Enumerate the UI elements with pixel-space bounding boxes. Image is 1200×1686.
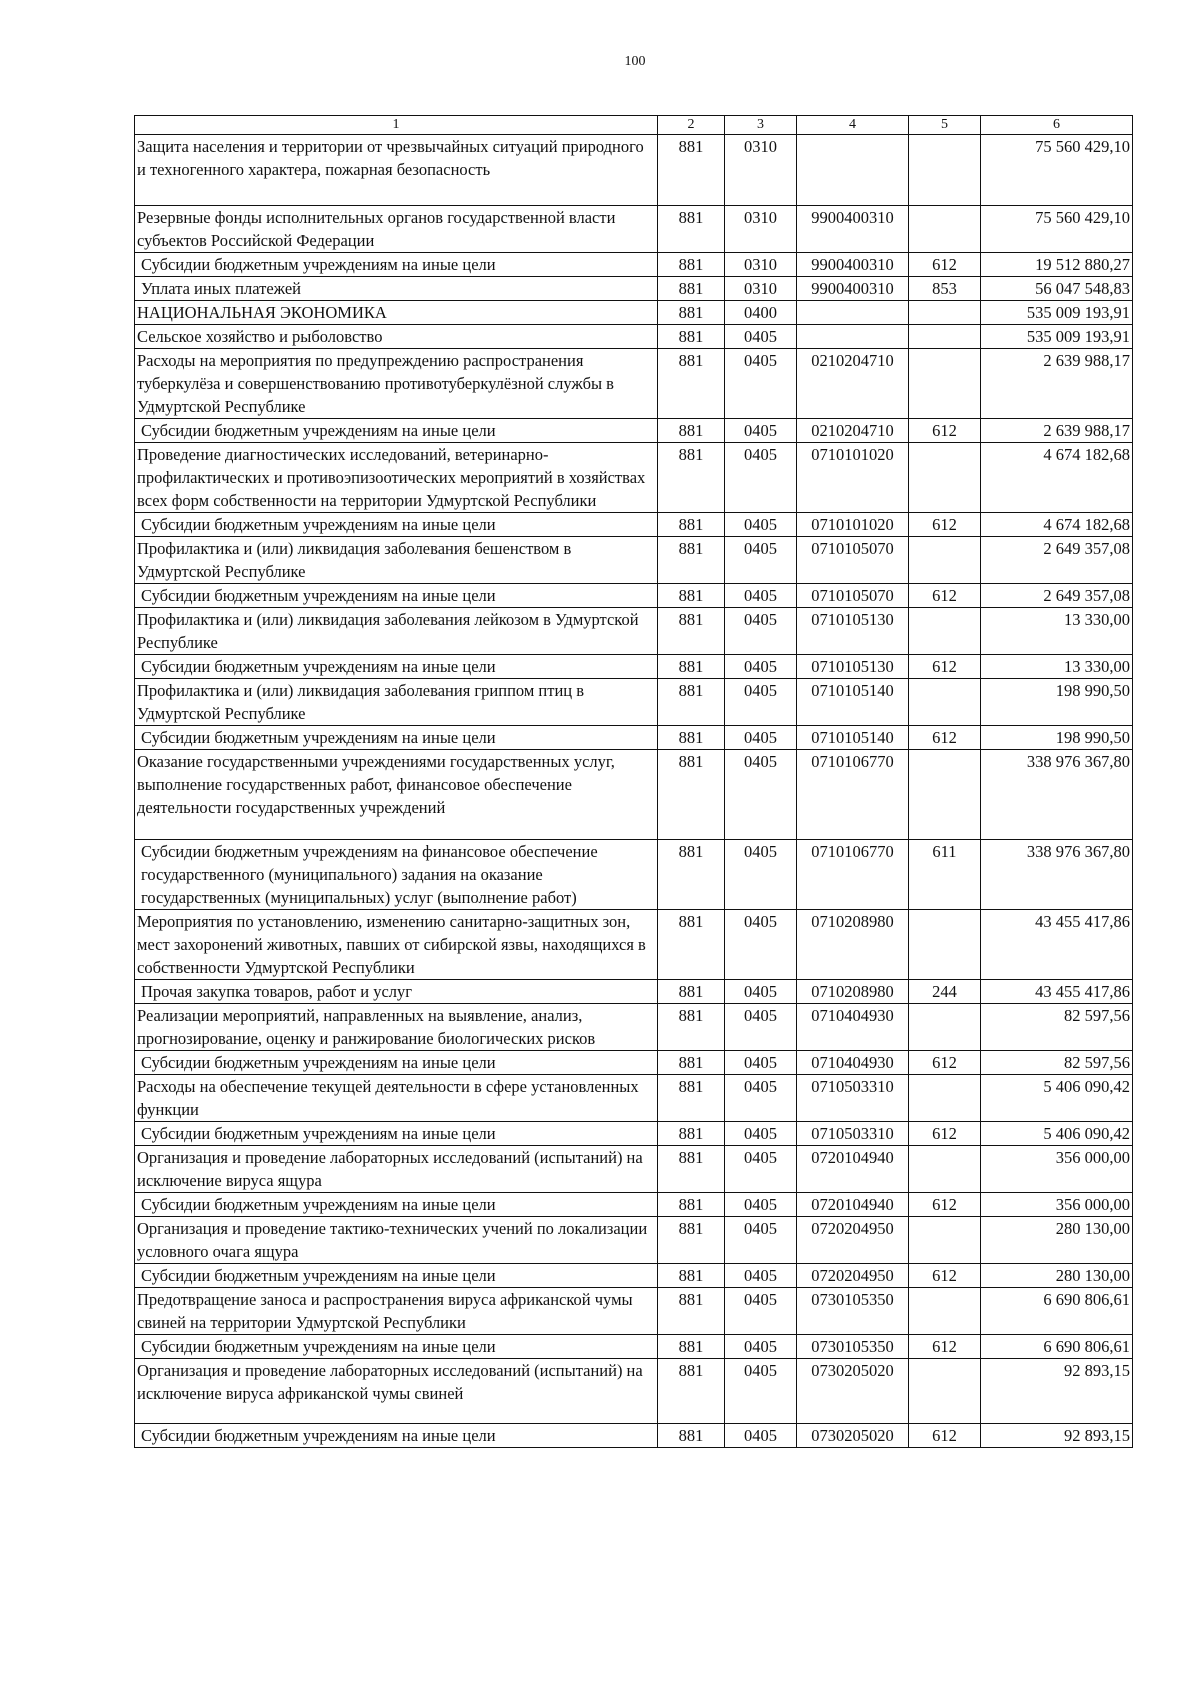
row-target-article: 0710503310 (797, 1122, 909, 1146)
row-section-code: 0405 (725, 910, 797, 980)
row-name: Организация и проведение тактико-технических учений по локализации условного очага ящура (135, 1217, 658, 1264)
row-grbs-code: 881 (658, 537, 725, 584)
row-target-article: 0730105350 (797, 1335, 909, 1359)
row-target-article: 0710105140 (797, 726, 909, 750)
table-row (135, 980, 1133, 1004)
row-grbs-code: 881 (658, 1193, 725, 1217)
row-name: Расходы на обеспечение текущей деятельности в сфере установленных функции (135, 1075, 658, 1122)
row-expense-type (909, 1359, 981, 1424)
table-row (135, 584, 1133, 608)
header-cell: 6 (981, 116, 1133, 135)
row-section-code: 0405 (725, 537, 797, 584)
row-section-code: 0405 (725, 750, 797, 840)
row-expense-type (909, 1288, 981, 1335)
row-grbs-code: 881 (658, 513, 725, 537)
row-name: Субсидии бюджетным учреждениям на иные цели (135, 584, 658, 608)
row-section-code: 0405 (725, 608, 797, 655)
table-row (135, 750, 1133, 840)
row-section-code: 0405 (725, 1359, 797, 1424)
row-section-code: 0310 (725, 206, 797, 253)
row-expense-type (909, 1075, 981, 1122)
row-section-code: 0310 (725, 135, 797, 206)
row-section-code: 0405 (725, 726, 797, 750)
row-section-code: 0405 (725, 980, 797, 1004)
row-grbs-code: 881 (658, 726, 725, 750)
row-amount: 280 130,00 (981, 1217, 1133, 1264)
row-grbs-code: 881 (658, 1004, 725, 1051)
row-amount: 535 009 193,91 (981, 325, 1133, 349)
row-amount: 2 649 357,08 (981, 584, 1133, 608)
row-amount: 92 893,15 (981, 1424, 1133, 1448)
row-name: Расходы на мероприятия по предупреждению распространения туберкулёза и совершенствованию противотуберкулёзной службы в Удмуртской Республике (135, 349, 658, 419)
row-amount: 6 690 806,61 (981, 1335, 1133, 1359)
table-row (135, 513, 1133, 537)
row-section-code: 0405 (725, 443, 797, 513)
table-row (135, 1051, 1133, 1075)
row-target-article: 0730105350 (797, 1288, 909, 1335)
row-amount: 356 000,00 (981, 1193, 1133, 1217)
table-row (135, 910, 1133, 980)
row-grbs-code: 881 (658, 679, 725, 726)
row-amount: 338 976 367,80 (981, 840, 1133, 910)
row-expense-type (909, 679, 981, 726)
row-section-code: 0405 (725, 1424, 797, 1448)
row-section-code: 0405 (725, 1051, 797, 1075)
row-expense-type (909, 443, 981, 513)
row-expense-type: 612 (909, 655, 981, 679)
row-expense-type: 244 (909, 980, 981, 1004)
row-expense-type (909, 750, 981, 840)
row-expense-type (909, 1146, 981, 1193)
row-expense-type (909, 910, 981, 980)
row-amount: 2 649 357,08 (981, 537, 1133, 584)
row-grbs-code: 881 (658, 1122, 725, 1146)
row-target-article: 0210204710 (797, 349, 909, 419)
row-expense-type: 611 (909, 840, 981, 910)
row-target-article: 0720104940 (797, 1193, 909, 1217)
row-target-article: 0710105070 (797, 537, 909, 584)
row-target-article: 0730205020 (797, 1359, 909, 1424)
table-row (135, 1288, 1133, 1335)
row-grbs-code: 881 (658, 608, 725, 655)
row-name: НАЦИОНАЛЬНАЯ ЭКОНОМИКА (135, 301, 658, 325)
row-target-article: 0710208980 (797, 980, 909, 1004)
table-row (135, 1004, 1133, 1051)
table-row (135, 325, 1133, 349)
row-grbs-code: 881 (658, 1051, 725, 1075)
row-expense-type: 612 (909, 1051, 981, 1075)
row-expense-type (909, 1217, 981, 1264)
row-amount: 535 009 193,91 (981, 301, 1133, 325)
row-amount: 4 674 182,68 (981, 513, 1133, 537)
row-name: Прочая закупка товаров, работ и услуг (135, 980, 658, 1004)
row-section-code: 0405 (725, 655, 797, 679)
row-amount: 356 000,00 (981, 1146, 1133, 1193)
row-grbs-code: 881 (658, 910, 725, 980)
table-row (135, 840, 1133, 910)
row-amount: 198 990,50 (981, 679, 1133, 726)
row-name: Субсидии бюджетным учреждениям на иные цели (135, 1193, 658, 1217)
row-grbs-code: 881 (658, 1424, 725, 1448)
row-expense-type (909, 537, 981, 584)
row-name: Сельское хозяйство и рыболовство (135, 325, 658, 349)
row-name: Уплата иных платежей (135, 277, 658, 301)
row-target-article: 0710101020 (797, 513, 909, 537)
row-section-code: 0405 (725, 1004, 797, 1051)
table-row (135, 301, 1133, 325)
row-grbs-code: 881 (658, 301, 725, 325)
row-expense-type: 612 (909, 1264, 981, 1288)
table-row (135, 1264, 1133, 1288)
row-amount: 280 130,00 (981, 1264, 1133, 1288)
row-name: Организация и проведение лабораторных исследований (испытаний) на исключение вируса африканской чумы свиней (135, 1359, 658, 1424)
row-amount: 6 690 806,61 (981, 1288, 1133, 1335)
row-expense-type (909, 608, 981, 655)
header-row (135, 116, 1133, 135)
table-row (135, 726, 1133, 750)
row-amount: 13 330,00 (981, 608, 1133, 655)
row-target-article: 0720204950 (797, 1264, 909, 1288)
row-target-article: 0720204950 (797, 1217, 909, 1264)
row-grbs-code: 881 (658, 419, 725, 443)
row-section-code: 0405 (725, 325, 797, 349)
row-target-article: 0710503310 (797, 1075, 909, 1122)
row-grbs-code: 881 (658, 1217, 725, 1264)
row-grbs-code: 881 (658, 1146, 725, 1193)
row-amount: 92 893,15 (981, 1359, 1133, 1424)
table-row (135, 1075, 1133, 1122)
row-amount: 82 597,56 (981, 1051, 1133, 1075)
row-target-article (797, 301, 909, 325)
row-amount: 2 639 988,17 (981, 349, 1133, 419)
row-target-article: 0710404930 (797, 1051, 909, 1075)
row-expense-type: 612 (909, 419, 981, 443)
row-amount: 5 406 090,42 (981, 1075, 1133, 1122)
row-amount: 82 597,56 (981, 1004, 1133, 1051)
row-name: Субсидии бюджетным учреждениям на иные цели (135, 655, 658, 679)
header-cell: 3 (725, 116, 797, 135)
row-section-code: 0400 (725, 301, 797, 325)
row-name: Субсидии бюджетным учреждениям на финансовое обеспечение государственного (муниципального) задания на оказание государственных (муниципальных) услуг (выполнение работ) (135, 840, 658, 910)
table-row (135, 1424, 1133, 1448)
row-section-code: 0405 (725, 1217, 797, 1264)
table-body (135, 116, 1133, 1448)
row-name: Профилактика и (или) ликвидация заболевания бешенством в Удмуртской Республике (135, 537, 658, 584)
row-amount: 75 560 429,10 (981, 206, 1133, 253)
row-name: Предотвращение заноса и распространения вируса африканской чумы свиней на территории Удмуртской Республики (135, 1288, 658, 1335)
row-section-code: 0310 (725, 253, 797, 277)
table-row (135, 1122, 1133, 1146)
table-row (135, 1359, 1133, 1424)
row-name: Проведение диагностических исследований, ветеринарно-профилактических и противоэпизоотических мероприятий в хозяйствах всех форм собственности на территории Удмуртской Республики (135, 443, 658, 513)
row-name: Защита населения и территории от чрезвычайных ситуаций природного и техногенного характера, пожарная безопасность (135, 135, 658, 206)
row-section-code: 0405 (725, 1193, 797, 1217)
row-target-article: 0730205020 (797, 1424, 909, 1448)
table-row (135, 253, 1133, 277)
row-grbs-code: 881 (658, 1075, 725, 1122)
row-target-article: 0710105070 (797, 584, 909, 608)
row-grbs-code: 881 (658, 1288, 725, 1335)
row-section-code: 0405 (725, 584, 797, 608)
row-name: Оказание государственными учреждениями государственных услуг, выполнение государственных работ, финансовое обеспечение деятельности государственных учреждений (135, 750, 658, 840)
row-section-code: 0310 (725, 277, 797, 301)
row-amount: 19 512 880,27 (981, 253, 1133, 277)
row-target-article: 0710106770 (797, 750, 909, 840)
row-grbs-code: 881 (658, 584, 725, 608)
table-row (135, 1193, 1133, 1217)
row-name: Профилактика и (или) ликвидация заболевания гриппом птиц в Удмуртской Республике (135, 679, 658, 726)
row-name: Субсидии бюджетным учреждениям на иные цели (135, 513, 658, 537)
header-cell: 4 (797, 116, 909, 135)
row-grbs-code: 881 (658, 135, 725, 206)
row-target-article: 0720104940 (797, 1146, 909, 1193)
row-expense-type: 612 (909, 1335, 981, 1359)
row-name: Организация и проведение лабораторных исследований (испытаний) на исключение вируса ящура (135, 1146, 658, 1193)
row-amount: 43 455 417,86 (981, 910, 1133, 980)
row-target-article: 0710105140 (797, 679, 909, 726)
row-name: Резервные фонды исполнительных органов государственной власти субъектов Российской Федерации (135, 206, 658, 253)
row-target-article: 0710106770 (797, 840, 909, 910)
row-section-code: 0405 (725, 1288, 797, 1335)
row-section-code: 0405 (725, 419, 797, 443)
row-target-article (797, 135, 909, 206)
row-name: Реализации мероприятий, направленных на выявление, анализ, прогнозирование, оценку и ранжирование биологических рисков (135, 1004, 658, 1051)
row-section-code: 0405 (725, 513, 797, 537)
row-target-article: 9900400310 (797, 206, 909, 253)
row-target-article: 0710404930 (797, 1004, 909, 1051)
row-expense-type: 612 (909, 1424, 981, 1448)
row-name: Субсидии бюджетным учреждениям на иные цели (135, 419, 658, 443)
row-expense-type (909, 301, 981, 325)
row-grbs-code: 881 (658, 443, 725, 513)
row-amount: 13 330,00 (981, 655, 1133, 679)
row-grbs-code: 881 (658, 750, 725, 840)
row-target-article: 0710105130 (797, 655, 909, 679)
row-expense-type: 853 (909, 277, 981, 301)
budget-table (134, 115, 1133, 1448)
table-row (135, 1217, 1133, 1264)
row-expense-type: 612 (909, 253, 981, 277)
table-row (135, 679, 1133, 726)
row-expense-type (909, 135, 981, 206)
row-grbs-code: 881 (658, 980, 725, 1004)
row-target-article: 0710105130 (797, 608, 909, 655)
page-number: 100 (624, 54, 646, 69)
table-row (135, 277, 1133, 301)
row-grbs-code: 881 (658, 1335, 725, 1359)
header-cell: 5 (909, 116, 981, 135)
row-grbs-code: 881 (658, 1264, 725, 1288)
row-expense-type (909, 206, 981, 253)
row-grbs-code: 881 (658, 1359, 725, 1424)
row-section-code: 0405 (725, 679, 797, 726)
table-row (135, 135, 1133, 206)
table-row (135, 419, 1133, 443)
row-amount: 2 639 988,17 (981, 419, 1133, 443)
header-cell: 2 (658, 116, 725, 135)
row-amount: 4 674 182,68 (981, 443, 1133, 513)
row-amount: 56 047 548,83 (981, 277, 1133, 301)
table-row (135, 1335, 1133, 1359)
row-section-code: 0405 (725, 1146, 797, 1193)
row-grbs-code: 881 (658, 349, 725, 419)
row-section-code: 0405 (725, 840, 797, 910)
row-grbs-code: 881 (658, 277, 725, 301)
table-row (135, 349, 1133, 419)
row-amount: 75 560 429,10 (981, 135, 1133, 206)
row-name: Мероприятия по установлению, изменению санитарно-защитных зон, мест захоронений животных, павших от сибирской язвы, находящихся в собственности Удмуртской Республики (135, 910, 658, 980)
row-section-code: 0405 (725, 1075, 797, 1122)
row-amount: 5 406 090,42 (981, 1122, 1133, 1146)
row-expense-type (909, 349, 981, 419)
row-grbs-code: 881 (658, 840, 725, 910)
row-target-article (797, 325, 909, 349)
row-expense-type: 612 (909, 1193, 981, 1217)
row-name: Субсидии бюджетным учреждениям на иные цели (135, 1264, 658, 1288)
row-expense-type: 612 (909, 584, 981, 608)
row-expense-type (909, 1004, 981, 1051)
row-target-article: 0710208980 (797, 910, 909, 980)
row-expense-type: 612 (909, 1122, 981, 1146)
row-amount: 338 976 367,80 (981, 750, 1133, 840)
row-amount: 43 455 417,86 (981, 980, 1133, 1004)
row-section-code: 0405 (725, 349, 797, 419)
row-expense-type: 612 (909, 726, 981, 750)
row-expense-type: 612 (909, 513, 981, 537)
table-row (135, 537, 1133, 584)
table-row (135, 655, 1133, 679)
row-grbs-code: 881 (658, 253, 725, 277)
table-row (135, 1146, 1133, 1193)
row-name: Субсидии бюджетным учреждениям на иные цели (135, 726, 658, 750)
row-name: Субсидии бюджетным учреждениям на иные цели (135, 1424, 658, 1448)
row-target-article: 0710101020 (797, 443, 909, 513)
row-name: Субсидии бюджетным учреждениям на иные цели (135, 1122, 658, 1146)
row-section-code: 0405 (725, 1122, 797, 1146)
row-amount: 198 990,50 (981, 726, 1133, 750)
row-grbs-code: 881 (658, 206, 725, 253)
header-cell: 1 (135, 116, 658, 135)
row-section-code: 0405 (725, 1264, 797, 1288)
table-row (135, 443, 1133, 513)
row-target-article: 0210204710 (797, 419, 909, 443)
row-name: Субсидии бюджетным учреждениям на иные цели (135, 253, 658, 277)
table-row (135, 608, 1133, 655)
table-row (135, 206, 1133, 253)
row-grbs-code: 881 (658, 325, 725, 349)
row-target-article: 9900400310 (797, 253, 909, 277)
row-section-code: 0405 (725, 1335, 797, 1359)
row-name: Субсидии бюджетным учреждениям на иные цели (135, 1335, 658, 1359)
row-expense-type (909, 325, 981, 349)
row-name: Субсидии бюджетным учреждениям на иные цели (135, 1051, 658, 1075)
row-name: Профилактика и (или) ликвидация заболевания лейкозом в Удмуртской Республике (135, 608, 658, 655)
row-target-article: 9900400310 (797, 277, 909, 301)
row-grbs-code: 881 (658, 655, 725, 679)
